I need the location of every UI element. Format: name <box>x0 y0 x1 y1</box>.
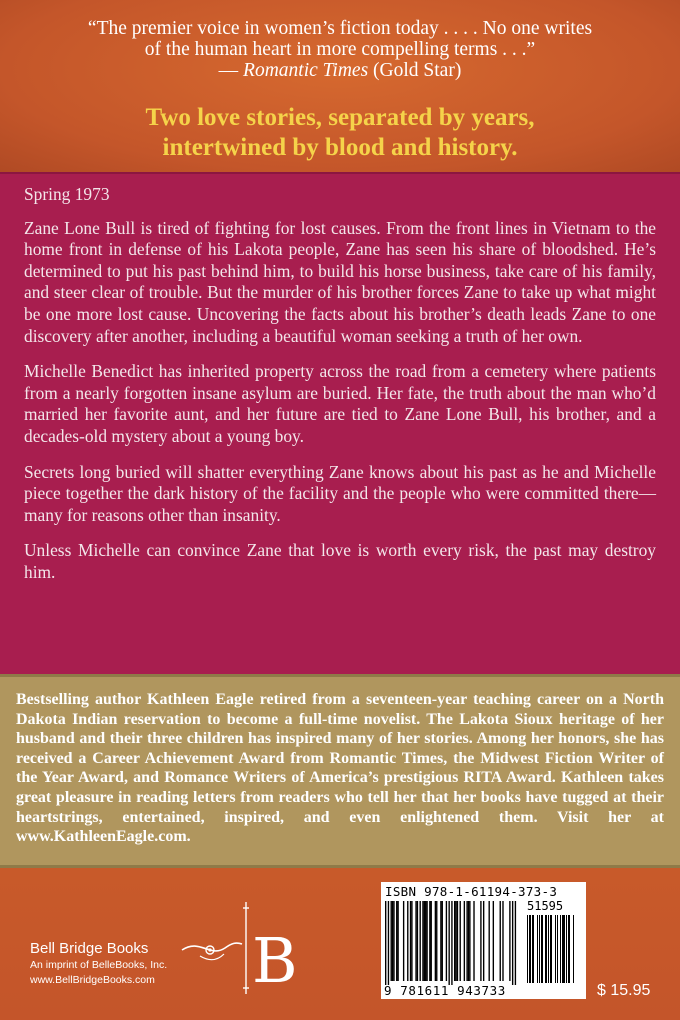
isbn-barcode <box>385 899 583 984</box>
attribution-dash: — <box>218 60 244 81</box>
barcode-addon-bar <box>533 915 534 983</box>
barcode-addon-bar <box>555 915 556 983</box>
barcode-bar <box>429 901 430 981</box>
review-quote-line-2: of the human heart in more compelling terms . . .” <box>144 39 536 60</box>
author-bio-text: Bestselling author Kathleen Eagle retired from a seventeen-year teaching career on a North Dakota Indian reservation to become a full-time novelist. The Lakota Sioux heritage of her husband and their three children has inspired many of her stories. Among her honors, she has received a Career Achievement Award from Romantic Times, the Midwest Fiction Writer of the Year Award, and Romance Writers of America’s prestigious RITA Award. Kathleen takes great pleasure in reading letters from readers who tell her that her books have tugged at their heartstrings, entertained, inspired, and even enlightened them. Visit her at www.KathleenEagle.com. <box>16 691 664 846</box>
barcode-addon-bar <box>548 915 549 983</box>
barcode-bar <box>422 901 423 981</box>
barcode-addon-bar <box>546 915 547 983</box>
publisher-url: www.BellBridgeBooks.com <box>30 974 155 986</box>
tagline-line-2: intertwined by blood and history. <box>162 134 518 161</box>
barcode-bar <box>483 901 484 981</box>
barcode-bar <box>454 901 455 981</box>
barcode-bar <box>396 901 397 981</box>
barcode-bar <box>493 901 494 981</box>
barcode-bar <box>466 901 467 981</box>
barcode-addon-bar <box>530 915 531 983</box>
barcode-bar <box>392 901 393 981</box>
barcode-bar <box>455 901 456 981</box>
barcode-addon-bar <box>532 915 533 983</box>
barcode-addon-bar <box>562 915 563 983</box>
barcode-bar <box>410 901 411 981</box>
logo-letter: B <box>252 924 298 997</box>
barcode-addon-bar <box>545 915 546 983</box>
barcode-addon-bar <box>537 915 538 983</box>
barcode-bar <box>391 901 392 981</box>
barcode-digits: 9 781611 943733 <box>384 983 506 998</box>
barcode-addon-bar <box>529 915 530 983</box>
barcode-bar <box>448 901 449 985</box>
barcode-addon-bar <box>550 915 551 983</box>
price-label: $ 15.95 <box>597 982 651 999</box>
review-quote-line-1: “The premier voice in women’s fiction today . . . . No one writes <box>87 18 593 39</box>
barcode-bar <box>388 901 389 985</box>
barcode-bar <box>420 901 421 981</box>
barcode-addon-number: 51595 <box>527 899 564 913</box>
description-paragraph-1: Zane Lone Bull is tired of fighting for lost causes. From the front lines in Vietnam to the home front in defense of his Lakota people, Zane has seen his share of bloodshed. He’s determined to put his past behind him, to build his horse business, take care of his family, and steer clear of trouble. But the murder of his brother forces Zane to take up what might be one more lost cause. Uncovering the facts about his brother’s death leads Zane to one discovery after another, including a beautiful woman seeking a truth of her own. <box>24 217 656 346</box>
barcode-bar <box>446 901 447 981</box>
barcode-bar <box>515 901 516 985</box>
description-paragraph-4: Unless Michelle can convince Zane that love is worth every risk, the past may destroy him. <box>24 540 656 582</box>
barcode-addon-bar <box>557 915 558 983</box>
barcode-bar <box>480 901 481 981</box>
barcode-bar <box>425 901 426 981</box>
barcode-bar <box>442 901 443 981</box>
barcode-bar <box>451 901 452 985</box>
barcode-bar <box>407 901 408 981</box>
barcode-addon-bar <box>569 915 570 983</box>
barcode-bar <box>431 901 432 981</box>
barcode-bar <box>415 901 416 981</box>
publisher-imprint: An imprint of BelleBooks, Inc. <box>30 959 168 971</box>
story-season: Spring 1973 <box>24 184 110 204</box>
barcode-addon-bar <box>551 915 552 983</box>
barcode-bar <box>393 901 394 981</box>
barcode-addon-bar <box>542 915 543 983</box>
review-header <box>0 0 680 172</box>
barcode-bar <box>424 901 425 981</box>
barcode-bar <box>435 901 436 981</box>
barcode-bar <box>469 901 470 981</box>
book-description <box>0 172 680 674</box>
publisher-name: Bell Bridge Books <box>30 940 149 957</box>
barcode-bar <box>457 901 458 981</box>
barcode-addon-bar <box>539 915 540 983</box>
barcode-addon-bar <box>573 915 574 983</box>
review-quote <box>0 0 680 81</box>
barcode-bar <box>385 901 386 985</box>
barcode-bar <box>440 901 441 981</box>
barcode-addon-bar <box>568 915 569 983</box>
barcode-bar <box>460 901 461 981</box>
attribution-note: (Gold Star) <box>368 60 462 81</box>
barcode-addon-bar <box>541 915 542 983</box>
barcode-addon-bar <box>527 915 528 983</box>
barcode-bar <box>512 901 513 985</box>
barcode-bar <box>502 901 503 981</box>
barcode-bar <box>473 901 474 981</box>
description-paragraph-2: Michelle Benedict has inherited property across the road from a cemetery where patients from a nearly forgotten insane asylum are buried. Her fate, the truth about the man who’d married her favorite aunt, and her future are tied to Zane Lone Bull, his brother, and a decades-old mystery about a young boy. <box>24 361 656 446</box>
barcode-addon-bar <box>566 915 567 983</box>
barcode-bar <box>411 901 412 981</box>
barcode-bar <box>489 901 490 981</box>
ornate-b-monogram-icon <box>180 898 298 998</box>
barcode-addon-bar <box>563 915 564 983</box>
description-paragraph-3: Secrets long buried will shatter everything Zane knows about his past as he and Michelle piece together the dark history of the facility and the people who were committed there—many for reasons other than insanity. <box>24 461 656 525</box>
author-bio <box>0 674 680 868</box>
barcode-addon-bar <box>564 915 565 983</box>
barcode-bar <box>426 901 427 981</box>
barcode-bar <box>464 901 465 981</box>
barcode-bar <box>509 901 510 981</box>
tagline <box>0 103 680 163</box>
tagline-line-1: Two love stories, separated by years, <box>145 104 535 131</box>
barcode-bar <box>436 901 437 981</box>
barcode-addon-bar <box>560 915 561 983</box>
barcode-bar <box>403 901 404 981</box>
review-attribution <box>0 60 680 81</box>
barcode-bar <box>500 901 501 981</box>
attribution-source: Romantic Times <box>243 60 369 81</box>
isbn-number: ISBN 978-1-61194-373-3 <box>385 884 558 899</box>
barcode-bar <box>417 901 418 981</box>
barcode-bar <box>397 901 398 981</box>
barcode-bar <box>468 901 469 981</box>
